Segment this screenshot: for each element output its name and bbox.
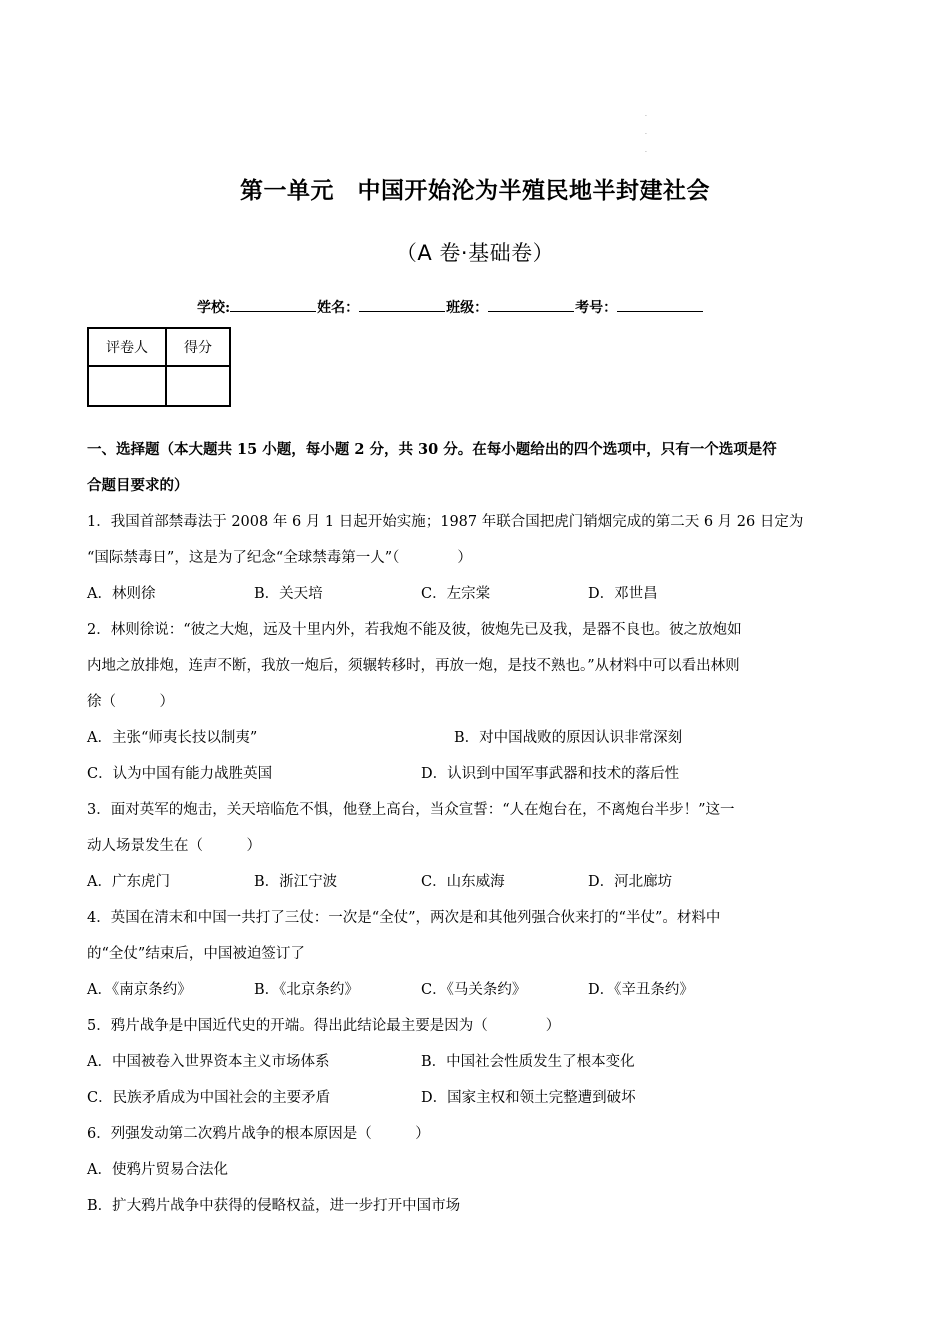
question-5-options-row1 bbox=[87, 1044, 863, 1080]
question-3-text: 3．面对英军的炮击，关天培临危不惧，他登上高台，当众宣誓：“人在炮台在，不离炮台半步！”这一 bbox=[87, 802, 735, 818]
option-d[interactable]: D．河北廊坊 bbox=[588, 874, 673, 890]
option-d[interactable]: D．国家主权和领土完整遭到破坏 bbox=[421, 1090, 636, 1106]
option-c[interactable]: C．民族矛盾成为中国社会的主要矛盾 bbox=[87, 1090, 331, 1106]
question-1-text: 1．我国首部禁毒法于 2008 年 6 月 1 日起开始实施；1987 年联合国把虎门销烟完成的第二天 6 月 26 日定为 bbox=[87, 514, 804, 530]
option-b[interactable]: B．对中国战败的原因认识非常深刻 bbox=[454, 730, 683, 746]
question-1-options bbox=[87, 576, 863, 612]
question-6-text: 6．列强发动第二次鸦片战争的根本原因是（ ） bbox=[87, 1126, 430, 1142]
question-5-options-row2 bbox=[87, 1080, 863, 1116]
option-c[interactable]: C．《马关条约》 bbox=[421, 982, 527, 998]
class-label: 班级： bbox=[446, 300, 489, 316]
page-subtitle: （A 卷·基础卷） bbox=[395, 241, 555, 265]
question-1-text: “国际禁毒日”，这是为了纪念“全球禁毒第一人”（ ） bbox=[87, 550, 472, 566]
score-header: 得分 bbox=[166, 328, 230, 366]
option-d[interactable]: D．邓世昌 bbox=[588, 586, 658, 602]
question-4-text: 的“全仗”结束后，中国被迫签订了 bbox=[87, 946, 305, 962]
question-2-text: 徐（ ） bbox=[87, 694, 174, 710]
class-field[interactable] bbox=[488, 299, 574, 312]
option-c[interactable]: C．认为中国有能力战胜英国 bbox=[87, 766, 273, 782]
option-a[interactable]: A．使鸦片贸易合法化 bbox=[87, 1162, 228, 1178]
question-2-text: 内地之放排炮，连声不断，我放一炮后，须辗转移时，再放一炮，是技不熟也。”从材料中可以看出林则 bbox=[87, 658, 740, 674]
page-title: 第一单元 中国开始沦为半殖民地半封建社会 bbox=[240, 178, 710, 204]
grading-table bbox=[87, 327, 231, 407]
option-d[interactable]: D．认识到中国军事武器和技术的落后性 bbox=[421, 766, 680, 782]
option-a[interactable]: A．主张“师夷长技以制夷” bbox=[87, 730, 258, 746]
school-field[interactable] bbox=[230, 299, 316, 312]
question-2-text: 2．林则徐说：“彼之大炮，远及十里内外，若我炮不能及彼，彼炮先已及我，是器不良也。彼之放炮如 bbox=[87, 622, 742, 638]
exam-no-field[interactable] bbox=[617, 299, 703, 312]
option-c[interactable]: C．山东威海 bbox=[421, 874, 505, 890]
exam-no-label: 考号： bbox=[575, 300, 618, 316]
option-b[interactable]: B．关天培 bbox=[254, 586, 323, 602]
question-2-options-row2 bbox=[87, 756, 863, 792]
grader-header: 评卷人 bbox=[88, 328, 166, 366]
student-info-line bbox=[197, 297, 704, 317]
option-b[interactable]: B．中国社会性质发生了根本变化 bbox=[421, 1054, 635, 1070]
question-4-options bbox=[87, 972, 863, 1008]
option-a[interactable]: A．《南京条约》 bbox=[87, 982, 192, 998]
school-label: 学校: bbox=[197, 300, 231, 316]
name-field[interactable] bbox=[359, 299, 445, 312]
option-d[interactable]: D．《辛丑条约》 bbox=[588, 982, 694, 998]
section-heading: 一、选择题（本大题共 15 小题，每小题 2 分，共 30 分。在每小题给出的四个选项中，只有一个选项是符 bbox=[87, 441, 777, 458]
option-a[interactable]: A．广东虎门 bbox=[87, 874, 170, 890]
score-cell[interactable] bbox=[166, 366, 230, 406]
option-a[interactable]: A．林则徐 bbox=[87, 586, 156, 602]
option-b[interactable]: B．《北京条约》 bbox=[254, 982, 359, 998]
section-heading-cont: 合题目要求的） bbox=[87, 477, 189, 494]
option-c[interactable]: C．左宗棠 bbox=[421, 586, 491, 602]
option-a[interactable]: A．中国被卷入世界资本主义市场体系 bbox=[87, 1054, 330, 1070]
question-2-options-row1 bbox=[87, 720, 863, 756]
name-label: 姓名： bbox=[317, 300, 360, 316]
question-3-text: 动人场景发生在（ ） bbox=[87, 838, 261, 854]
decorative-dots: · · · bbox=[645, 113, 647, 156]
grader-cell[interactable] bbox=[88, 366, 166, 406]
option-b[interactable]: B．浙江宁波 bbox=[254, 874, 338, 890]
question-content bbox=[87, 432, 863, 1224]
option-b[interactable]: B．扩大鸦片战争中获得的侵略权益，进一步打开中国市场 bbox=[87, 1198, 461, 1214]
question-5-text: 5．鸦片战争是中国近代史的开端。得出此结论最主要是因为（ ） bbox=[87, 1018, 561, 1034]
question-4-text: 4．英国在清末和中国一共打了三仗：一次是“全仗”，两次是和其他列强合伙来打的“半仗”。材料中 bbox=[87, 910, 721, 926]
question-3-options bbox=[87, 864, 863, 900]
